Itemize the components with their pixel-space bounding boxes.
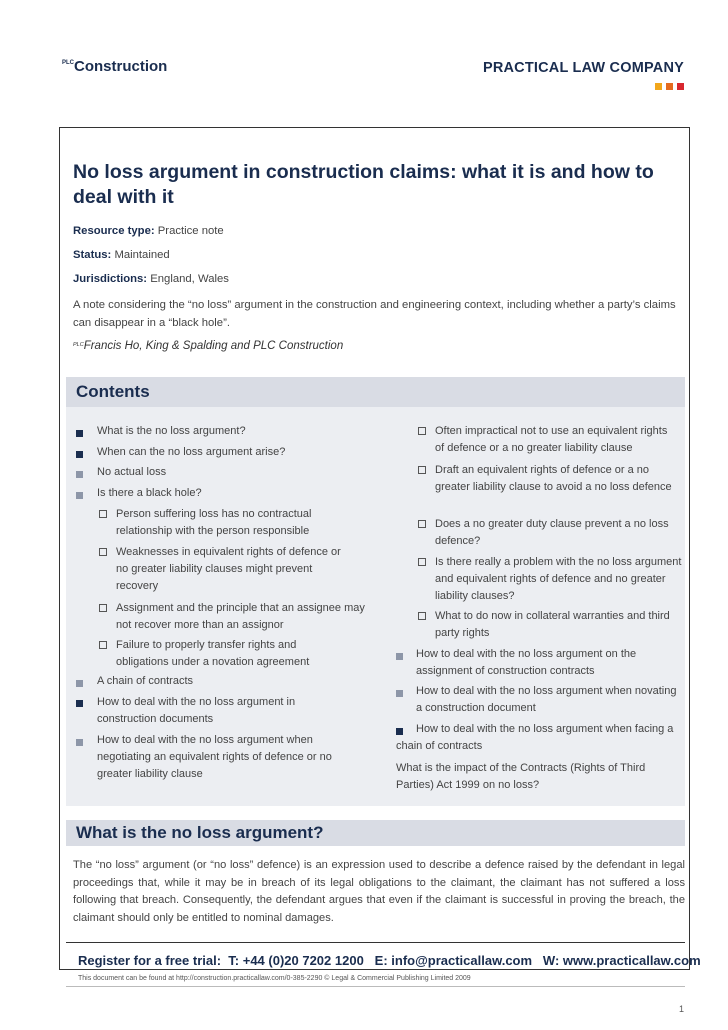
sub-bullet-icon [418,558,426,566]
logo-square-2 [666,83,673,90]
section-heading: What is the no loss argument? [76,823,324,842]
brand-logo [62,58,167,76]
resource-type-label: Resource type: [73,225,155,237]
footer-source: This document can be found at http://construction.practicallaw.com/0-385-2290 © Legal & Commercial Publishing Limited 2009 [78,975,471,982]
jurisdictions [73,273,229,285]
footer-contact [78,953,701,968]
author-name: Francis Ho, King & Spalding and PLC Construction [83,340,344,352]
toc-link[interactable]: Is there really a problem with the no loss argument and equivalent rights of defence and no greater liability clauses? [435,556,682,602]
author [73,340,343,352]
logo-square-3 [677,83,684,90]
section-body: The “no loss” argument (or “no loss” defence) is an expression used to describe a defence raised by the defendant in legal proceedings that, while it may be in breach of its legal obligations to the claimant, the claimant has not suffered a loss following that breach. Consequently, the defendant argues that even if the claimant is successful in proving the breach, the claimant should only be entitled to nominal damages. [73,859,685,924]
contents-heading: Contents [76,382,150,401]
sub-bullet-icon [418,466,426,474]
sub-bullet-icon [418,427,426,435]
toc-link[interactable]: How to deal with the no loss argument in construction documents [97,696,296,725]
footer-register: Register for a free trial: [78,953,222,968]
toc-link[interactable]: What to do now in collateral warranties and third party rights [435,610,670,639]
toc-link[interactable]: What is the no loss argument? [97,425,246,437]
bullet-icon [396,690,403,697]
toc-link[interactable]: Person suffering loss has no contractual relationship with the person responsible [116,508,312,537]
toc-link[interactable]: What is the impact of the Contracts (Rights of Third Parties) Act 1999 on no loss? [396,762,646,791]
bullet-icon [76,492,83,499]
brand-name: Construction [74,58,168,75]
toc-link[interactable]: How to deal with the no loss argument when facing a chain of contracts [396,723,674,752]
sub-bullet-icon [418,520,426,528]
footer-web[interactable]: W: www.practicallaw.com [542,953,701,968]
status [73,249,170,261]
toc-link[interactable]: Often impractical not to use an equivalent rights of defence or a no greater liability clause [435,425,668,454]
jurisdictions-value: England, Wales [150,273,229,285]
status-value: Maintained [114,249,170,261]
footer-email[interactable]: E: info@practicallaw.com [374,953,533,968]
resource-type-value: Practice note [157,225,224,237]
sub-bullet-icon [99,641,107,649]
bullet-icon [76,680,83,687]
contents-heading-bar [66,377,685,407]
bullet-icon [76,700,83,707]
toc-link[interactable]: How to deal with the no loss argument when negotiating an equivalent rights of defence or no greater liability clause [97,734,332,780]
toc-link[interactable]: Draft an equivalent rights of defence or a no greater liability clause to avoid a no loss defence [435,464,672,493]
author-sup: PLC [73,342,84,348]
page-number: 1 [678,1004,684,1014]
sub-bullet-icon [418,612,426,620]
resource-type [73,225,224,237]
footer-phone: T: +44 (0)20 7202 1200 [228,953,364,968]
toc-link[interactable]: How to deal with the no loss argument on the assignment of construction contracts [416,648,637,677]
jurisdictions-label: Jurisdictions: [73,273,148,285]
toc-link[interactable]: Assignment and the principle that an assignee may not recover more than an assignor [116,602,365,631]
company-name: PRACTICAL LAW COMPANY [482,60,684,76]
bullet-icon [76,471,83,478]
status-label: Status: [73,249,112,261]
document-summary: A note considering the “no loss” argument in the construction and engineering context, including whether a party’s claims can disappear in a “black hole”. [73,299,676,329]
toc-link[interactable]: When can the no loss argument arise? [97,446,286,458]
toc-link[interactable]: A chain of contracts [97,675,193,687]
toc-link[interactable]: How to deal with the no loss argument when novating a construction document [416,685,677,714]
section-heading-bar [66,820,685,846]
toc-link[interactable]: Is there a black hole? [97,487,202,499]
sub-bullet-icon [99,510,107,518]
sub-bullet-icon [99,604,107,612]
brand-sup: PLC [62,60,74,66]
bullet-icon [396,653,403,660]
logo-square-1 [655,83,662,90]
bullet-icon [76,451,83,458]
company-squares-logo [655,83,684,90]
bullet-icon [76,739,83,746]
toc-link[interactable]: Failure to properly transfer rights and obligations under a novation agreement [116,639,310,668]
bullet-icon [76,430,83,437]
document-title: No loss argument in construction claims: what it is and how to deal with it [73,161,654,208]
sub-bullet-icon [99,548,107,556]
toc-link[interactable]: Does a no greater duty clause prevent a no loss defence? [435,518,669,547]
toc-link[interactable]: No actual loss [97,466,167,478]
toc-link[interactable]: Weaknesses in equivalent rights of defence or no greater liability clauses might prevent recovery [116,546,341,592]
